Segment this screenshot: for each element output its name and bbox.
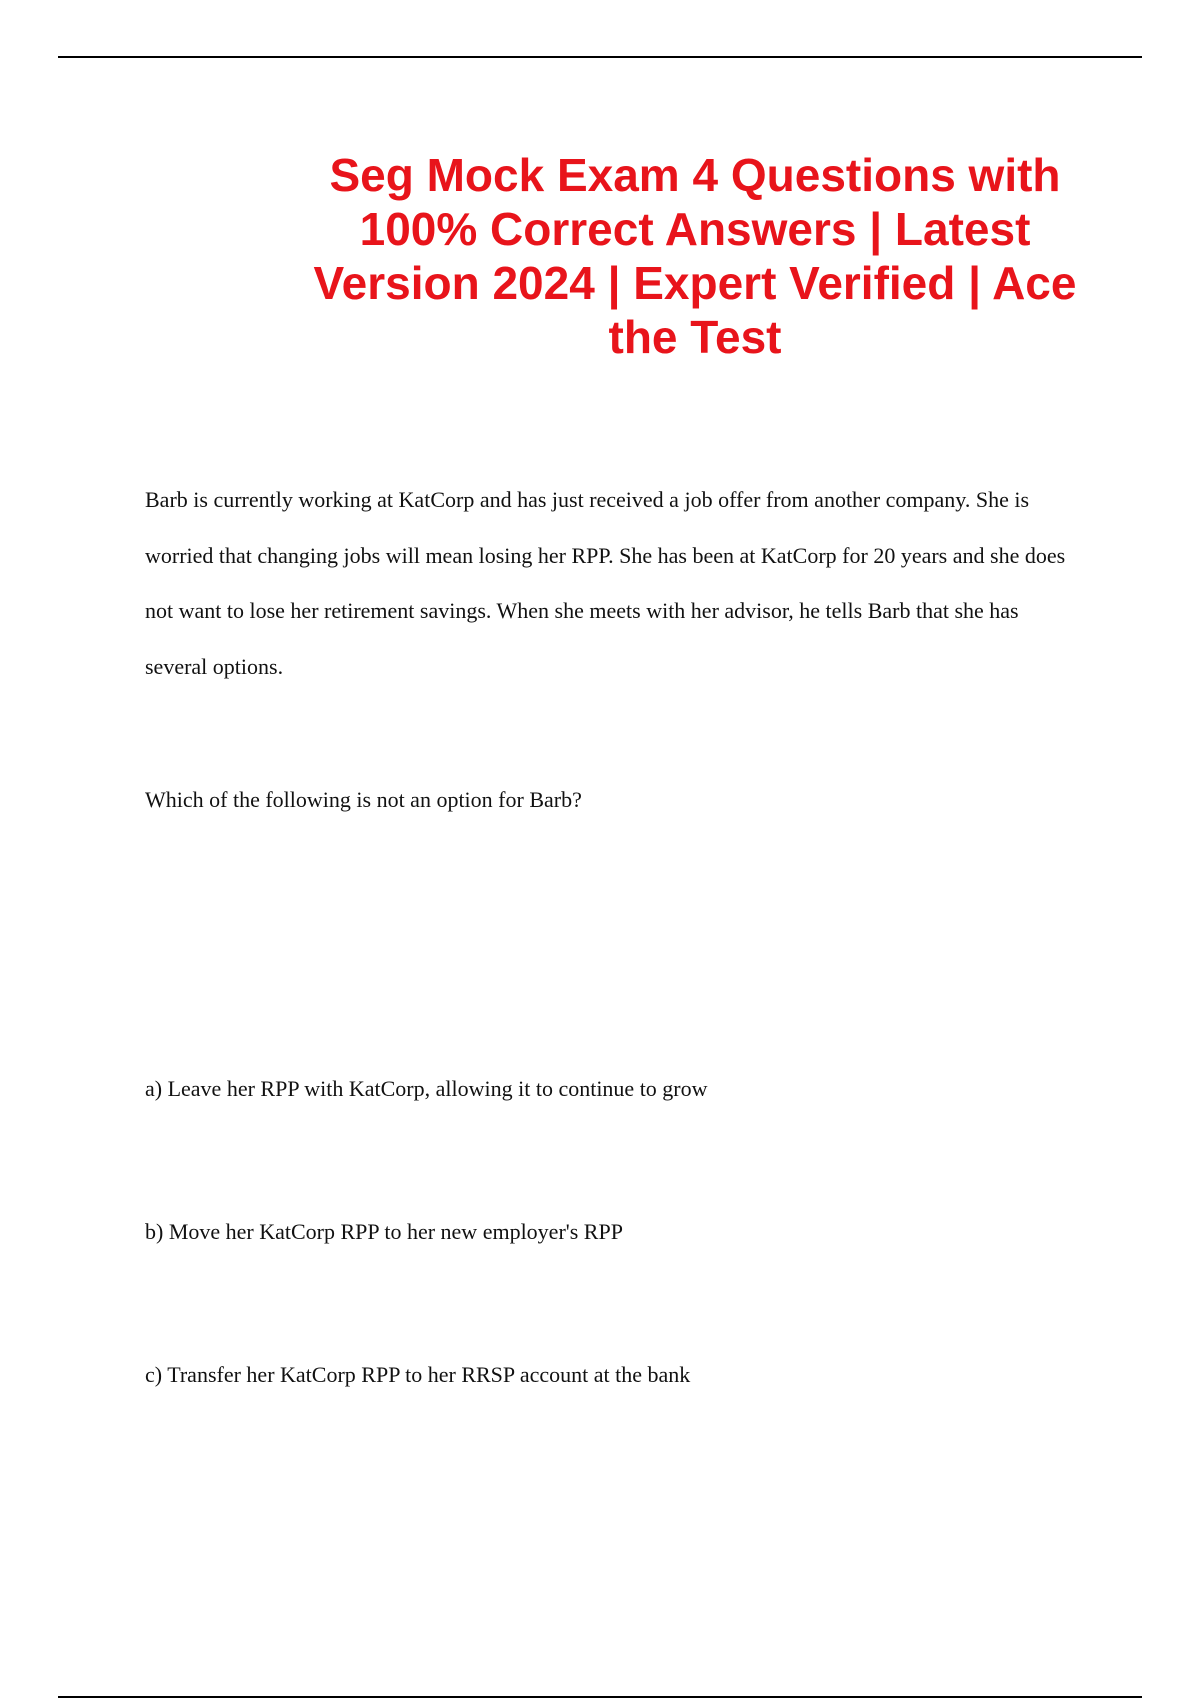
bottom-rule: [58, 1696, 1142, 1698]
scenario-paragraph: Barb is currently working at KatCorp and has just received a job offer from another company. She is worried that changing jobs will mean losing her RPP. She has been at KatCorp for 20 years and she does not want to lose her retirement savings. When she meets with her advisor, he tells Barb that she has several options.: [145, 487, 1066, 679]
document-title: Seg Mock Exam 4 Questions with 100% Correct Answers | Latest Version 2024 | Expert Verified | Ace the Test: [313, 149, 1077, 363]
option-b: b) Move her KatCorp RPP to her new employer's RPP: [145, 1219, 623, 1244]
option-c: c) Transfer her KatCorp RPP to her RRSP account at the bank: [145, 1362, 691, 1387]
top-rule: [58, 56, 1142, 58]
option-a: a) Leave her RPP with KatCorp, allowing it to continue to grow: [145, 1076, 708, 1101]
question-text: Which of the following is not an option for Barb?: [145, 787, 582, 812]
